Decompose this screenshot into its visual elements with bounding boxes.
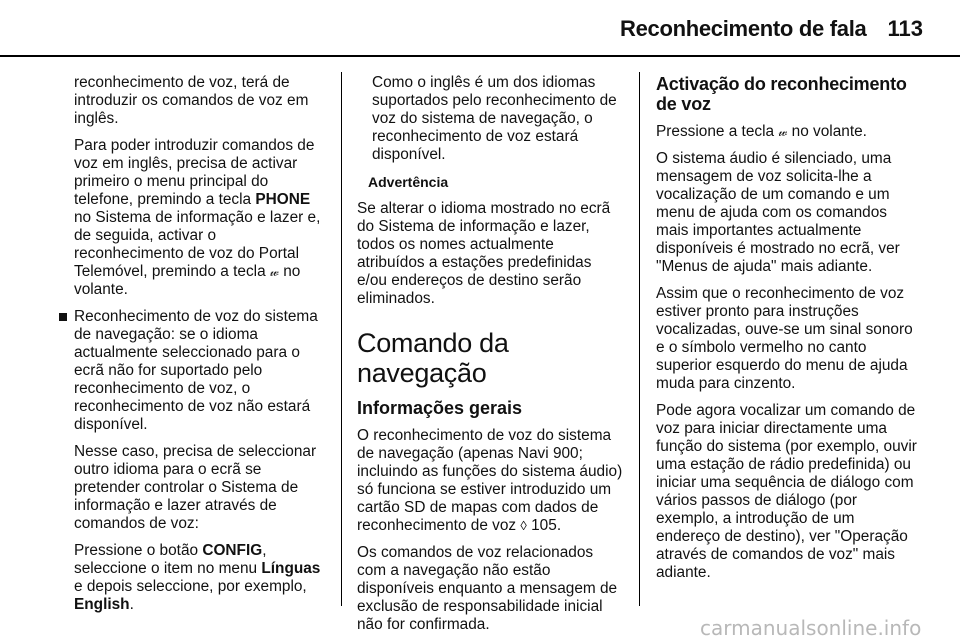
page-reference-arrow-icon: ◊ xyxy=(520,518,527,533)
column-divider-2 xyxy=(639,72,640,606)
text: e depois seleccione, por exemplo, xyxy=(74,578,307,595)
text: no volante. xyxy=(74,263,301,298)
menu-item-linguas: Línguas xyxy=(261,560,321,577)
key-label-phone: PHONE xyxy=(255,191,311,208)
paragraph: Nesse caso, precisa de seleccionar outro idioma para o ecrã se pretender controlar o Sistema de informação e lazer através de comandos de voz: xyxy=(74,443,317,532)
subsection-title: Informações gerais xyxy=(357,398,523,418)
text: . xyxy=(129,596,134,613)
paragraph: Como o inglês é um dos idiomas suportados pelo reconhecimento de voz do sistema de navegação, o reconhecimento de voz estará disponível. xyxy=(372,74,617,163)
column-3 xyxy=(656,74,922,591)
text: Reconhecimento de voz do sistema de navegação: se o idioma actualmente seleccionado para o ecrã não for suportado pelo reconhecimento de voz, o reconhecimento de voz não estará disponível. xyxy=(74,308,318,433)
text: Pressione a tecla xyxy=(656,123,779,140)
voice-key-icon: 𝓌 xyxy=(778,124,788,139)
page-number: 113 xyxy=(887,16,923,41)
menu-item-english: English xyxy=(74,596,130,613)
note-text: Se alterar o idioma mostrado no ecrã do Sistema de informação e lazer, todos os nomes actualmente atribuídos a estações predefinidas e/ou endereços de destino serão eliminados. xyxy=(357,200,611,307)
watermark: carmanualsonline.info xyxy=(700,616,922,640)
subsection-title: Activação do reconhecimento de voz xyxy=(656,74,907,114)
warning-note xyxy=(357,173,625,308)
column-1 xyxy=(74,74,327,623)
text: O reconhecimento de voz do sistema de navegação (apenas Navi 900; incluindo as funções do sistema áudio) só funciona se estiver introduzido um cartão SD de mapas com dados de reconhecimento de voz xyxy=(357,427,623,534)
text: . xyxy=(556,517,562,534)
paragraph xyxy=(74,542,327,614)
paragraph: Assim que o reconhecimento de voz estiver pronto para instruções vocalizadas, ouve-se um sinal sonoro e o símbolo vermelho no canto superior esquerdo do menu de ajuda muda para cinzento. xyxy=(656,285,913,392)
paragraph: O sistema áudio é silenciado, uma mensagem de voz solicita-lhe a vocalização de um comando e um menu de ajuda com os comandos mais importantes actualmente disponíveis é mostrado no ecrã, ver "Menus de ajuda" mais adiante. xyxy=(656,150,900,275)
text: Para poder introduzir comandos de voz em inglês, precisa de activar primeiro o menu principal do telefone, premindo a tecla xyxy=(74,137,315,208)
text: no Sistema de informação e lazer e, de seguida, activar o reconhecimento de voz do Portal Telemóvel, premindo a tecla xyxy=(74,209,321,280)
paragraph xyxy=(656,123,922,141)
text: Pressione o botão xyxy=(74,542,203,559)
paragraph xyxy=(357,427,625,535)
bullet-icon xyxy=(59,313,67,321)
header-rule xyxy=(0,55,960,57)
paragraph xyxy=(74,137,327,299)
list-item xyxy=(74,308,327,434)
text: no volante. xyxy=(787,123,867,140)
section-title: Comando da navegação xyxy=(357,328,509,388)
note-title: Advertência xyxy=(368,174,449,190)
paragraph: Pode agora vocalizar um comando de voz para iniciar directamente uma função do sistema (por exemplo, ouvir uma estação de rádio predefinida) ou iniciar uma sequência de diálogo com vários passos de diálogo (por exemplo, a introdução de um endereço de destino), ver "Operação através de comandos de voz" mais adiante. xyxy=(656,402,917,581)
key-label-config: CONFIG xyxy=(202,542,263,559)
column-2 xyxy=(357,74,625,643)
column-divider-1 xyxy=(341,72,342,606)
page-reference: 105 xyxy=(531,517,557,534)
page-header-title: Reconhecimento de fala xyxy=(620,16,867,41)
paragraph: reconhecimento de voz, terá de introduzir os comandos de voz em inglês. xyxy=(74,74,309,127)
voice-key-icon: 𝓌 xyxy=(269,264,279,279)
text: , seleccione o item no menu xyxy=(74,542,267,577)
paragraph: Os comandos de voz relacionados com a navegação não estão disponíveis enquanto a mensagem de exclusão de responsabilidade inicial não for confirmada. xyxy=(357,544,618,633)
